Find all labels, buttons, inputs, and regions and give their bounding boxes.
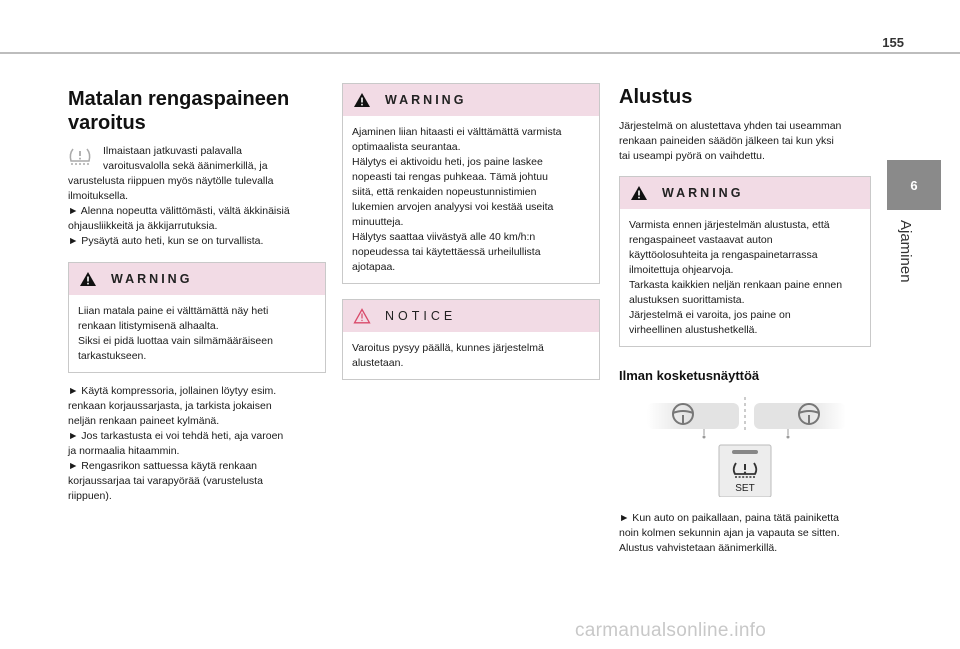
warning-label: WARNING bbox=[111, 272, 193, 286]
column-1 bbox=[68, 70, 326, 504]
text-line: ► Jos tarkastusta ei voi tehdä heti, aja varoen bbox=[68, 430, 284, 442]
text-line: Liian matala paine ei välttämättä näy heti bbox=[78, 305, 269, 317]
notice-body bbox=[343, 332, 599, 379]
text-line: varoitusvalolla sekä äänimerkillä, ja bbox=[103, 160, 268, 172]
text-line: Hälytys saattaa viivästyä alle 40 km/h:n bbox=[352, 231, 536, 243]
text-line: ohjausliikkeitä ja äkkijarrutuksia. bbox=[68, 220, 218, 232]
text-line: korjaussarjaa tai varapyörää (varustelusta bbox=[68, 475, 263, 487]
text-line: Järjestelmä ei varoita, jos paine on bbox=[629, 309, 791, 321]
warning-label: WARNING bbox=[385, 93, 467, 107]
text-line: alustuksen suorittamista. bbox=[629, 294, 745, 306]
text-line: Tarkasta kaikkien neljän renkaan paine ennen bbox=[629, 279, 843, 291]
text-line: nopeudessa tai käytettäessä urheilullista bbox=[352, 246, 541, 258]
text-line: riippuen). bbox=[68, 490, 112, 502]
text-line: Varmista ennen järjestelmän alustusta, että bbox=[629, 219, 830, 231]
warning-body bbox=[343, 116, 599, 283]
text-line: Siksi ei pidä luottaa vain silmämääräiseen bbox=[78, 335, 273, 347]
text-line: Ajaminen liian hitaasti ei välttämättä varmista bbox=[352, 126, 562, 138]
intro-block bbox=[68, 144, 326, 249]
warning-body bbox=[620, 209, 870, 346]
tyre-pressure-warning-icon bbox=[68, 146, 92, 168]
text-line: käyttöolosuhteita ja rengaspainetarrassa bbox=[629, 249, 818, 261]
text-line: Varoitus pysyy päällä, kunnes järjestelmä bbox=[352, 342, 544, 354]
set-button-label[interactable]: SET bbox=[735, 483, 755, 494]
instructions-block bbox=[619, 511, 871, 556]
page-number: 155 bbox=[882, 35, 904, 50]
subheading: Ilman kosketusnäyttöä bbox=[619, 368, 760, 383]
text-line: Ilmaistaan jatkuvasti palavalla bbox=[103, 145, 242, 157]
text-line: ► Käytä kompressoria, jollainen löytyy esim. bbox=[68, 385, 277, 397]
text-line: tai useampi pyörä on vaihdettu. bbox=[619, 150, 765, 162]
warning-header bbox=[620, 177, 870, 209]
dashboard-illustration bbox=[619, 397, 871, 497]
text-line: alustetaan. bbox=[352, 357, 404, 369]
chapter-title: Ajaminen bbox=[897, 220, 914, 283]
text-line: noin kolmen sekunnin ajan ja vapauta se sitten. bbox=[619, 527, 840, 539]
notice-triangle-icon bbox=[353, 308, 371, 324]
column-2 bbox=[342, 70, 600, 380]
section-title-alustus: Alustus bbox=[619, 86, 693, 108]
warning-triangle-icon bbox=[630, 185, 648, 201]
text-line: Alustus vahvistetaan äänimerkillä. bbox=[619, 542, 778, 554]
text-line: rengaspaineet vastaavat auton bbox=[629, 234, 773, 246]
instructions-block bbox=[68, 384, 326, 504]
warning-header bbox=[69, 263, 325, 295]
text-line: virheellinen alustushetkellä. bbox=[629, 324, 758, 336]
text-line: ajotapaa. bbox=[352, 261, 396, 273]
text-line: ► Pysäytä auto heti, kun se on turvallista. bbox=[68, 235, 264, 247]
text-line: lukemien arvojen analyysi voi kestää useita bbox=[352, 201, 554, 213]
warning-triangle-icon bbox=[79, 271, 97, 287]
warning-box bbox=[68, 262, 326, 373]
warning-triangle-icon bbox=[353, 92, 371, 108]
text-line: siitä, että renkaiden nopeustunnistimien bbox=[352, 186, 537, 198]
text-line: varustelusta riippuen myös näytölle tulevalla bbox=[68, 175, 274, 187]
text-line: minuutteja. bbox=[352, 216, 404, 228]
section-title-tpms: Matalan rengaspaineen varoitus bbox=[68, 88, 290, 134]
text-line: renkaan korjaussarjasta, ja tarkista jokaisen bbox=[68, 400, 272, 412]
text-line: Hälytys ei aktivoidu heti, jos paine laskee bbox=[352, 156, 543, 168]
warning-box bbox=[619, 176, 871, 347]
notice-label: NOTICE bbox=[385, 309, 457, 323]
text-line: Järjestelmä on alustettava yhden tai useamman bbox=[619, 120, 842, 132]
text-line: renkaan paineiden säädön jälkeen tai kun yksi bbox=[619, 135, 834, 147]
text-line: nopeasti tai rengas puhkeaa. Tämä johtuu bbox=[352, 171, 548, 183]
text-line: tarkastukseen. bbox=[78, 350, 147, 362]
text-line: renkaan litistymisenä alhaalta. bbox=[78, 320, 219, 332]
text-line: ja normaalia hitaammin. bbox=[68, 445, 180, 457]
warning-header bbox=[343, 84, 599, 116]
text-line: ► Kun auto on paikallaan, paina tätä painiketta bbox=[619, 512, 839, 524]
notice-box bbox=[342, 299, 600, 380]
column-3 bbox=[619, 70, 871, 556]
text-line: neljän renkaan paineet kylmänä. bbox=[68, 415, 220, 427]
intro-block bbox=[619, 119, 871, 164]
warning-body bbox=[69, 295, 325, 372]
text-line: ► Alenna nopeutta välittömästi, vältä äkkinäisiä bbox=[68, 205, 290, 217]
text-line: ilmoitettuja ohjearvoja. bbox=[629, 264, 734, 276]
chapter-tab[interactable] bbox=[887, 160, 941, 210]
dashboard-illustration-graphic bbox=[619, 397, 871, 497]
chapter-number: 6 bbox=[910, 177, 918, 193]
chapter-title-vertical bbox=[880, 220, 948, 300]
warning-box bbox=[342, 83, 600, 284]
notice-header bbox=[343, 300, 599, 332]
text-line: optimaalista seurantaa. bbox=[352, 141, 461, 153]
watermark: carmanualsonline.info bbox=[575, 620, 767, 641]
text-line: ilmoituksella. bbox=[68, 190, 129, 202]
text-line: ► Rengasrikon sattuessa käytä renkaan bbox=[68, 460, 257, 472]
header-rule bbox=[0, 52, 960, 54]
warning-label: WARNING bbox=[662, 186, 744, 200]
